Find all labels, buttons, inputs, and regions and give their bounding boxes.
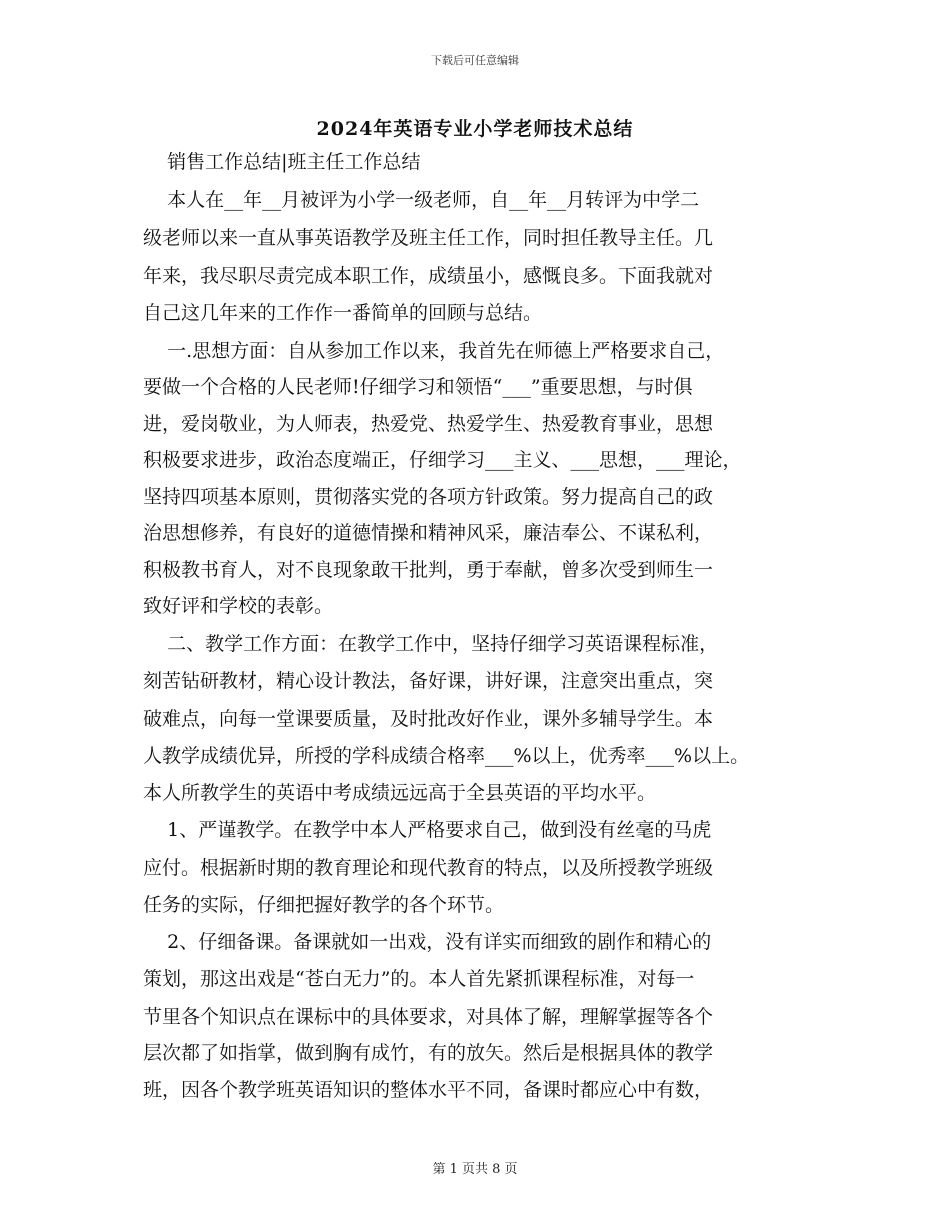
- text-line: 一.思想方面：自从参加工作以来，我首先在师德上严格要求自己，: [143, 340, 725, 362]
- text-line: 坚持四项基本原则，贯彻落实党的各项方针政策。努力提高自己的政: [143, 486, 714, 508]
- text-line: 销售工作总结|班主任工作总结: [143, 151, 421, 173]
- text-line: 级老师以来一直从事英语教学及班主任工作，同时担任教导主任。几: [143, 227, 714, 249]
- text-line: 破难点，向每一堂课要质量，及时批改好作业，课外多辅导学生。本: [143, 708, 714, 730]
- document-title: 2024年英语专业小学老师技术总结: [316, 118, 634, 140]
- text-line: 年来，我尽职尽责完成本职工作，成绩虽小，感慨良多。下面我就对: [143, 265, 714, 287]
- text-line: 本人在__年__月被评为小学一级老师，自__年__月转评为中学二: [143, 189, 700, 211]
- page-footer: 第 1 页共 8 页: [432, 1162, 518, 1177]
- text-line: 1、严谨教学。在教学中本人严格要求自己，做到没有丝毫的马虎: [143, 819, 712, 841]
- text-line: 要做一个合格的人民老师!仔细学习和领悟“___”重要思想，与时俱: [143, 376, 693, 398]
- text-line: 致好评和学校的表彰。: [143, 595, 334, 617]
- text-line: 治思想修养，有良好的道德情操和精神风采，廉洁奉公、不谋私利，: [143, 522, 714, 544]
- text-line: 二、教学工作方面：在教学工作中，坚持仔细学习英语课程标准，: [143, 633, 719, 655]
- text-line: 2、仔细备课。备课就如一出戏，没有详实而细致的剧作和精心的: [143, 931, 712, 953]
- text-line: 节里各个知识点在课标中的具体要求，对具体了解，理解掌握等各个: [143, 1006, 714, 1028]
- text-line: 本人所教学生的英语中考成绩远远高于全县英语的平均水平。: [143, 782, 657, 804]
- text-line: 班，因各个教学班英语知识的整体水平不同，备课时都应心中有数，: [143, 1079, 714, 1101]
- text-line: 策划，那这出戏是“苍白无力”的。本人首先紧抓课程标准，对每一: [143, 968, 695, 990]
- text-line: 自己这几年来的工作作一番简单的回顾与总结。: [143, 302, 543, 324]
- text-line: 进，爱岗敬业，为人师表，热爱党、热爱学生、热爱教育事业，思想: [143, 413, 714, 435]
- text-line: 任务的实际，仔细把握好教学的各个环节。: [143, 894, 505, 916]
- text-line: 人教学成绩优异，所授的学科成绩合格率___%以上，优秀率___%以上。: [143, 745, 750, 767]
- text-line: 刻苦钻研教材，精心设计教法，备好课，讲好课，注意突出重点，突: [143, 670, 714, 692]
- text-line: 积极教书育人，对不良现象敢干批判，勇于奉献，曾多次受到师生一: [143, 559, 714, 581]
- text-line: 应付。根据新时期的教育理论和现代教育的特点，以及所授教学班级: [143, 857, 714, 879]
- page-header: 下载后可任意编辑: [431, 54, 519, 67]
- text-line: 积极要求进步，政治态度端正，仔细学习___主义、___思想，___理论，: [143, 449, 742, 471]
- text-line: 层次都了如指掌，做到胸有成竹，有的放矢。然后是根据具体的教学: [143, 1042, 714, 1064]
